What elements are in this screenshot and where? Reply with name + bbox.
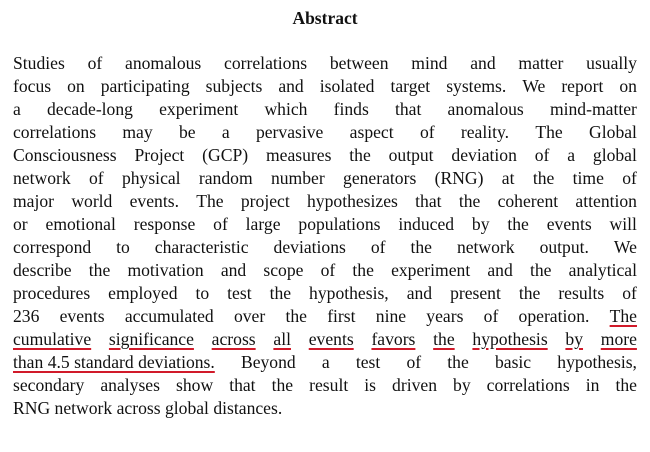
- word: scope: [263, 260, 304, 280]
- word: over: [233, 306, 266, 326]
- word: project: [240, 191, 290, 211]
- abstract-line: [13, 144, 637, 167]
- word: attention: [575, 191, 637, 211]
- word: reality.: [460, 122, 510, 142]
- word: random: [198, 168, 253, 188]
- word: and: [406, 283, 433, 303]
- word: first: [327, 306, 356, 326]
- abstract-line: [13, 259, 637, 282]
- word: Consciousness: [13, 145, 117, 165]
- word: more: [600, 329, 637, 349]
- word: 236: [13, 306, 40, 326]
- word: anomalous: [125, 53, 202, 73]
- word: hypothesizes: [307, 191, 398, 211]
- word: is: [364, 375, 377, 395]
- word: measures: [265, 145, 332, 165]
- word: characteristic: [154, 237, 249, 257]
- word: the: [349, 145, 371, 165]
- word: usually: [586, 53, 637, 73]
- word: across: [211, 329, 256, 349]
- word: matter: [518, 53, 564, 73]
- word: between: [329, 53, 389, 73]
- highlighted-text: The: [609, 306, 637, 326]
- word: deviations: [273, 237, 346, 257]
- word: significance: [108, 329, 194, 349]
- abstract-line: [13, 374, 637, 397]
- word: generators: [343, 168, 417, 188]
- word: hypothesis: [472, 329, 548, 349]
- word: the: [285, 306, 307, 326]
- word: large: [245, 214, 281, 234]
- word: We: [522, 76, 546, 96]
- word: the: [269, 283, 292, 303]
- abstract-line: [13, 282, 637, 305]
- abstract-line: [13, 190, 637, 213]
- abstract-line: [13, 236, 637, 259]
- word: motivation: [127, 260, 204, 280]
- word: subjects: [205, 76, 263, 96]
- word: Project: [134, 145, 185, 165]
- abstract-line-mixed: [13, 351, 637, 374]
- word: of: [370, 237, 386, 257]
- word: world: [71, 191, 113, 211]
- word: experiment: [159, 99, 239, 119]
- word: favors: [371, 329, 416, 349]
- word: global: [592, 145, 637, 165]
- word: finds: [333, 99, 369, 119]
- word: and: [278, 76, 304, 96]
- word: major: [13, 191, 55, 211]
- word: focus: [13, 76, 52, 96]
- word: the: [458, 191, 481, 211]
- word: mind-matter: [549, 99, 637, 119]
- abstract-line: [13, 75, 637, 98]
- word: results: [558, 283, 605, 303]
- word: cumulative: [13, 329, 92, 349]
- word: network: [13, 168, 71, 188]
- highlighted-text: than 4.5 standard deviations.: [13, 352, 215, 372]
- abstract-line-last: RNG network across global distances.: [13, 398, 283, 418]
- word: will: [609, 214, 637, 234]
- word: show: [176, 375, 214, 395]
- word: nine: [375, 306, 407, 326]
- word: or: [13, 214, 28, 234]
- word: We: [613, 237, 637, 257]
- word: the: [529, 260, 552, 280]
- abstract-line: [13, 98, 637, 121]
- word: the: [410, 237, 432, 257]
- word: response: [133, 214, 196, 234]
- word: analytical: [568, 260, 637, 280]
- word: deviation: [451, 145, 517, 165]
- word: may: [122, 122, 153, 142]
- word: operation.: [518, 306, 590, 326]
- word: of: [87, 53, 103, 73]
- word: a: [13, 99, 21, 119]
- word: events.: [129, 191, 179, 211]
- word: of: [213, 214, 228, 234]
- word: induced: [398, 214, 455, 234]
- word: Studies: [13, 53, 65, 73]
- word: (RNG): [434, 168, 484, 188]
- word: a: [321, 352, 330, 372]
- word: of: [320, 260, 336, 280]
- word: network: [456, 237, 515, 257]
- word: of: [622, 283, 637, 303]
- word: the: [507, 214, 529, 234]
- word: to: [116, 237, 130, 257]
- word: test: [355, 352, 381, 372]
- word: the: [615, 375, 637, 395]
- word: basic: [494, 352, 532, 372]
- word: of: [534, 145, 550, 165]
- word: report: [561, 76, 604, 96]
- word: of: [419, 122, 435, 142]
- word: aspect: [349, 122, 394, 142]
- word: decade-long: [46, 99, 133, 119]
- word: the: [532, 168, 555, 188]
- word: the: [271, 375, 294, 395]
- abstract-line: [13, 213, 637, 236]
- abstract-line: [13, 52, 637, 75]
- word: a: [221, 122, 230, 142]
- word: driven: [392, 375, 437, 395]
- word: that: [394, 99, 422, 119]
- word: employed: [108, 283, 178, 303]
- word: the: [88, 260, 111, 280]
- word: The: [196, 191, 224, 211]
- word: and: [220, 260, 247, 280]
- word: at: [501, 168, 515, 188]
- word: of: [483, 306, 499, 326]
- word: populations: [298, 214, 381, 234]
- word: test: [227, 283, 252, 303]
- word: present: [450, 283, 501, 303]
- word: result: [309, 375, 349, 395]
- word: experiment: [391, 260, 471, 280]
- word: analyses: [100, 375, 160, 395]
- word: on: [619, 76, 637, 96]
- word: mind: [411, 53, 448, 73]
- word: be: [178, 122, 196, 142]
- word: events: [308, 329, 354, 349]
- word: by: [453, 375, 471, 395]
- word: coherent: [497, 191, 559, 211]
- word: years: [426, 306, 464, 326]
- abstract-line-mixed: [13, 305, 637, 328]
- word: pervasive: [255, 122, 324, 142]
- abstract-line: [13, 167, 637, 190]
- word: by: [471, 214, 490, 234]
- word: correlations: [224, 53, 308, 73]
- word: anomalous: [447, 99, 524, 119]
- abstract-heading: Abstract: [292, 8, 358, 28]
- word: and: [487, 260, 513, 280]
- word: in: [585, 375, 600, 395]
- word: Global: [589, 122, 637, 142]
- abstract-line: [13, 121, 637, 144]
- word: systems.: [446, 76, 507, 96]
- word: number: [270, 168, 325, 188]
- word: target: [390, 76, 431, 96]
- word: on: [67, 76, 85, 96]
- word: procedures: [13, 283, 91, 303]
- word: which: [264, 99, 308, 119]
- word: hypothesis,: [557, 352, 637, 372]
- word: describe: [13, 260, 72, 280]
- word: correspond: [13, 237, 92, 257]
- word: output.: [539, 237, 589, 257]
- word: output: [388, 145, 434, 165]
- word: and: [470, 53, 496, 73]
- word: emotional: [45, 214, 116, 234]
- word: of: [88, 168, 104, 188]
- word: of: [406, 352, 422, 372]
- word: correlations: [13, 122, 97, 142]
- word: The: [535, 122, 563, 142]
- word: events: [59, 306, 105, 326]
- word: all: [273, 329, 291, 349]
- word: events: [546, 214, 592, 234]
- word: physical: [121, 168, 181, 188]
- word: accumulated: [124, 306, 214, 326]
- word: Beyond: [240, 352, 296, 372]
- word: that: [415, 191, 442, 211]
- word: the: [518, 283, 541, 303]
- word: time: [572, 168, 604, 188]
- word: isolated: [319, 76, 375, 96]
- word: the: [447, 352, 469, 372]
- word: (GCP): [202, 145, 249, 165]
- word: the: [433, 329, 455, 349]
- word: correlations: [486, 375, 570, 395]
- word: to: [195, 283, 210, 303]
- word: a: [567, 145, 576, 165]
- highlighted-line: [13, 328, 637, 351]
- word: participating: [100, 76, 190, 96]
- word: hypothesis,: [309, 283, 389, 303]
- word: secondary: [13, 375, 85, 395]
- word: by: [565, 329, 584, 349]
- word: that: [229, 375, 256, 395]
- word: the: [352, 260, 374, 280]
- word: of: [622, 168, 637, 188]
